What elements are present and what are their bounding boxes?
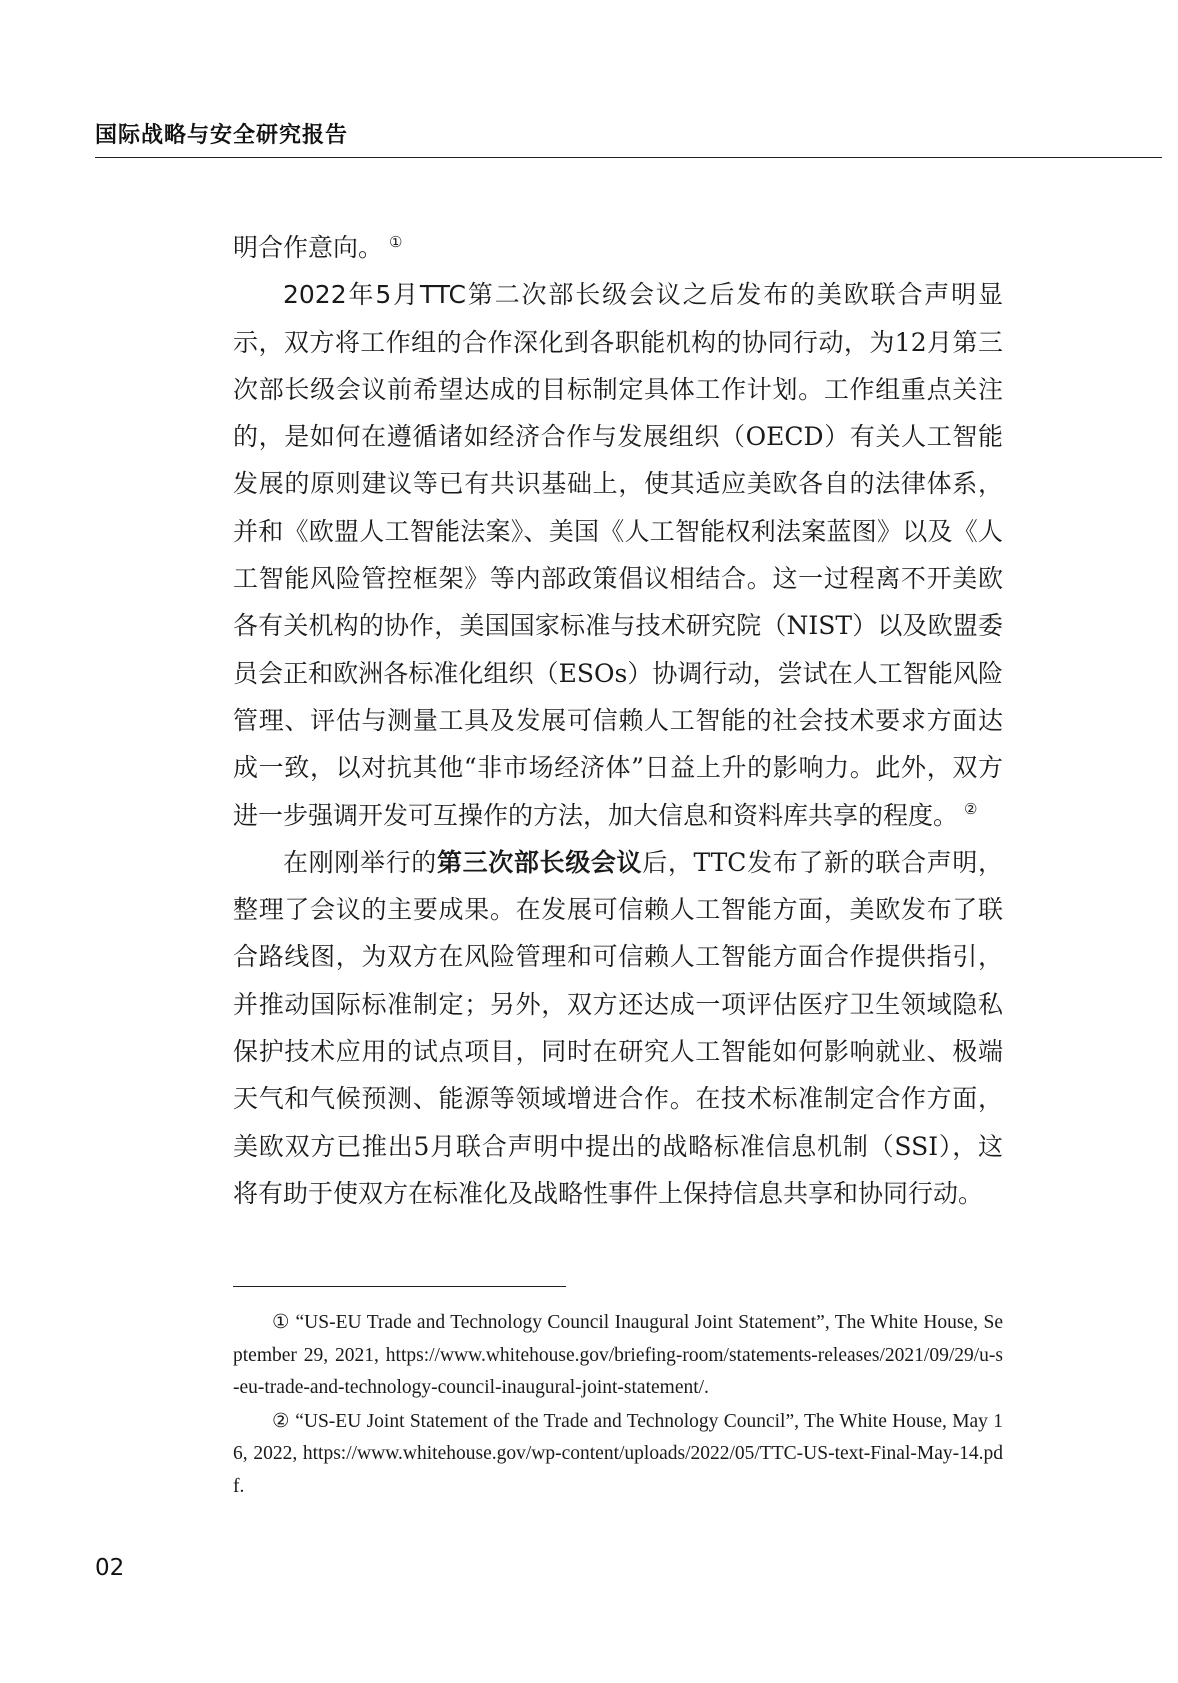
paragraph-text: 明合作意向。 [233,233,384,262]
footnote-ref-1[interactable]: ① [389,232,403,251]
footnote-1: ① “US-EU Trade and Technology Council Inaugural Joint Statement”, The White House, September 29, 2021, https://www.whitehouse.gov/briefing-room/statements-releases/2021/09/29/u-s-eu-trade-and-technology-council-inaugural-joint-statement/. [233,1312,1003,1398]
header-divider [95,157,1162,158]
paragraph-text: 后，TTC发布了新的联合声明，整理了会议的主要成果。在发展可信赖人工智能方面，美欧发布了联合路线图，为双方在风险管理和可信赖人工智能方面合作提供指引，并推动国际标准制定；另外，双方还达成一项评估医疗卫生领域隐私保护技术应用的试点项目，同时在研究人工智能如何影响就业、极端天气和气候预测、能源等领域增进合作。在技术标准制定合作方面，美欧双方已推出5月联合声明中提出的战略标准信息机制（SSI），这将有助于使双方在标准化及战略性事件上保持信息共享和协同行动。 [233,847,1003,1208]
running-header-title: 国际战略与安全研究报告 [95,123,349,148]
footnotes [233,1307,1003,1504]
paragraph-ttc-third-meeting [233,839,1003,1217]
paragraph-text: 之后发布的美欧联合声明显示，双方将工作组的合作深化到各职能机构的协同行动，为12月第三次部长级会议前希望达成的目标制定具体工作计划。工作组重点关注的，是如何在遵循诸如经济合作与发展组织（OECD）有关人工智能发展的原则建议等已有共识基础上，使其适应美欧各自的法律体系，并和《欧盟人工智能法案》、美国《人工智能权利法案蓝图》以及《人工智能风险管控框架》等内部政策倡议相结合。这一过程离不开美欧各有关机构的协作，美国国家标准与技术研究院（NIST）以及欧盟委员会正和欧洲各标准化组织（ESOs）协调行动，尝试在人工智能风险管理、评估与测量工具及发展可信赖人工智能的社会技术要求方面达成一致，以对抗其他“非市场经济体”日益上升的影响力。此外，双方进一步强调开发可互操作的方法，加大信息和资料库共享的程度。 [233,280,1003,830]
page-number: 02 [95,1555,125,1581]
main-text [233,224,1003,1217]
footnote-2: ② “US-EU Joint Statement of the Trade and Technology Council”, The White House, May 16, 2022, https://www.whitehouse.gov/wp-content/uploads/2022/05/TTC-US-text-Final-May-14.pdf. [233,1410,1003,1497]
paragraph-continuation [233,224,1003,271]
footnote-divider [233,1286,566,1287]
paragraph-lead-phrase: 2022年5月TTC第二次部长级会议 [283,280,683,310]
paragraph-bold-phrase: 第三次部长级会议 [436,847,643,877]
paragraph-prefix: 在刚刚举行的 [283,847,437,877]
paragraph-ttc-second-meeting [233,271,1003,839]
footnote-ref-2[interactable]: ② [964,800,978,819]
